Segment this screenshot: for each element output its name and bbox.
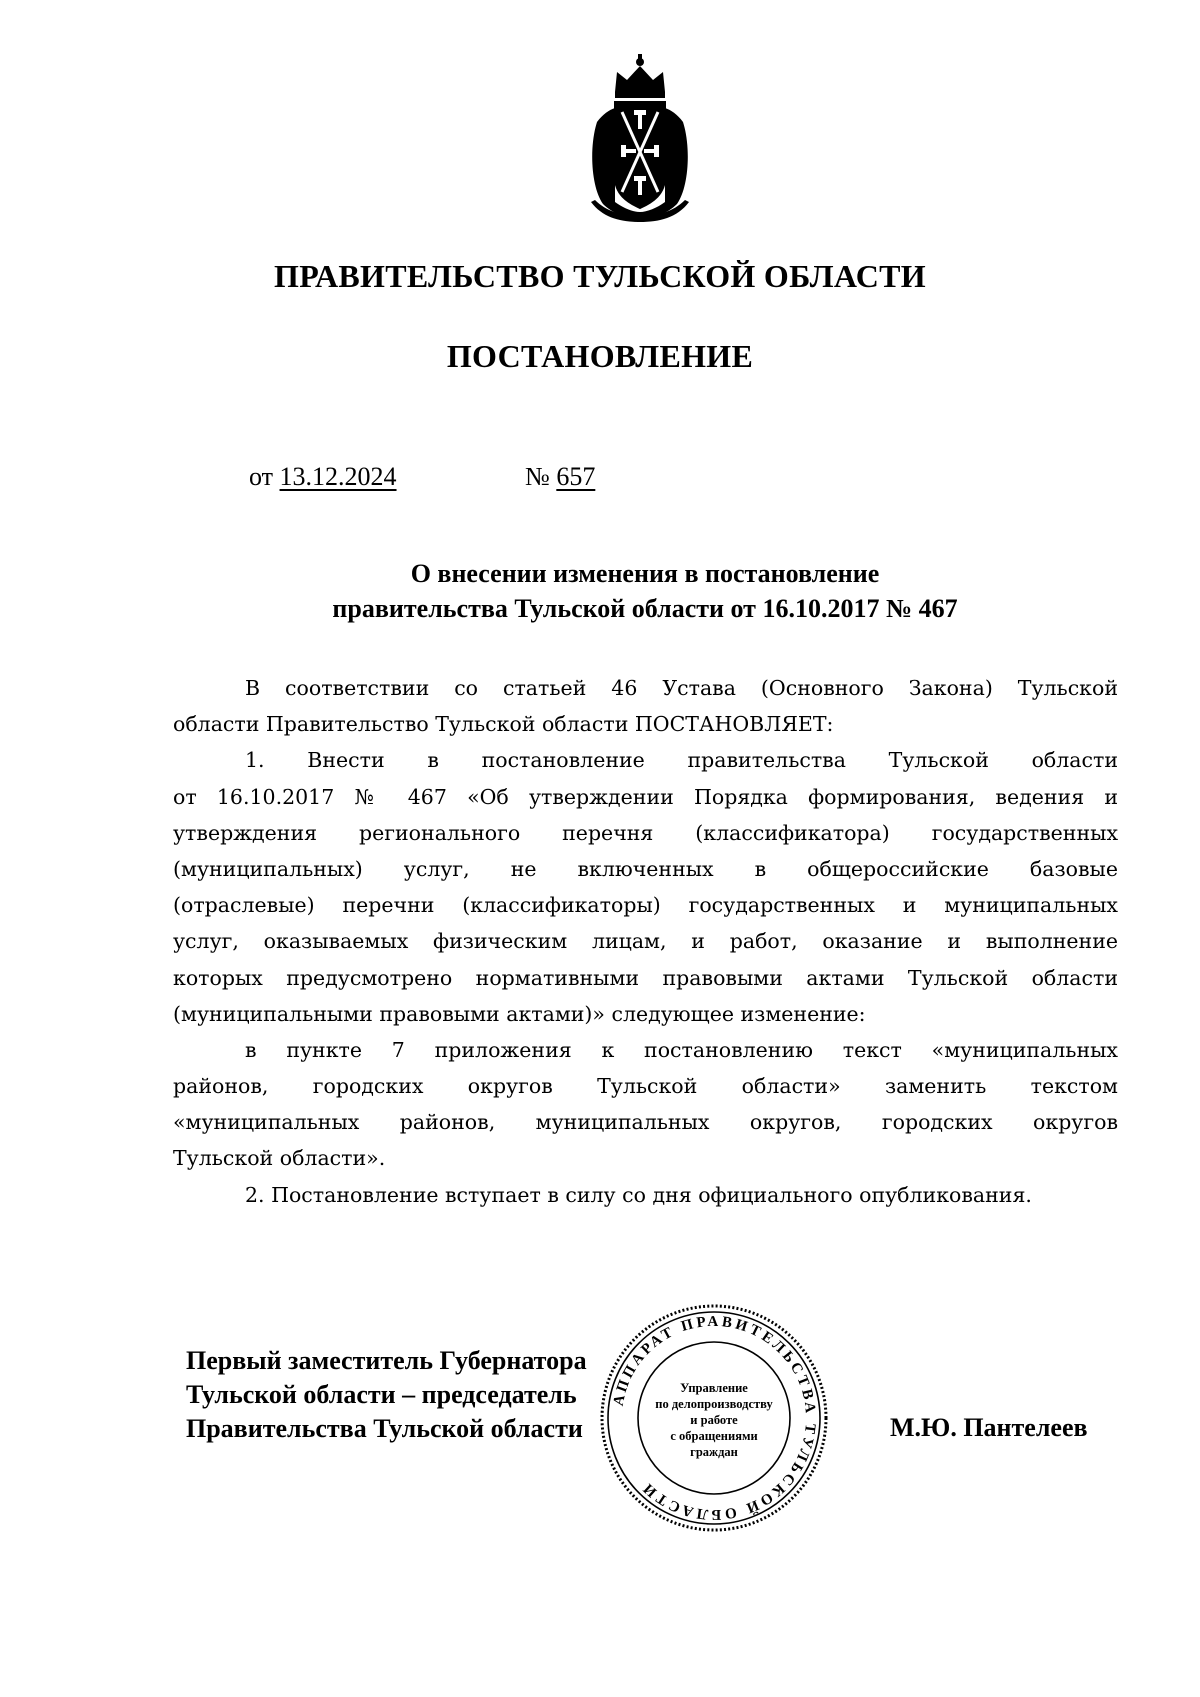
- document-body: [173, 670, 1118, 1213]
- stamp-inner-text: [642, 1380, 786, 1460]
- position-line: Тульской области – председатель: [186, 1380, 577, 1409]
- body-line: В соответствии со статьей 46 Устава (Основного Закона) Тульской: [245, 676, 1118, 700]
- signatory-position: [186, 1344, 587, 1446]
- date-prefix: от: [249, 462, 274, 491]
- body-line: (отраслевые) перечни (классификаторы) государственных и муниципальных: [173, 893, 1118, 918]
- stamp-line: с обращениями: [670, 1429, 758, 1443]
- stamp-line: Управление: [680, 1381, 748, 1395]
- body-line: области Правительство Тульской области ПОСТАНОВЛЯЕТ:: [173, 712, 834, 737]
- body-line: 1. Внести в постановление правительства Тульской области: [245, 748, 1118, 773]
- position-line: Первый заместитель Губернатора: [186, 1346, 587, 1375]
- body-line: (муниципальными правовыми актами)» следующее изменение:: [173, 1001, 866, 1026]
- signatory-name: М.Ю. Пантелеев: [890, 1413, 1088, 1442]
- body-line: районов, городских округов Тульской области» заменить текстом: [173, 1074, 1118, 1099]
- stamp-line: и работе: [690, 1413, 738, 1427]
- government-title: ПРАВИТЕЛЬСТВО ТУЛЬСКОЙ ОБЛАСТИ: [274, 258, 926, 294]
- document-date: [249, 462, 397, 492]
- body-line: услуг, оказываемых физическим лицам, и работ, оказание и выполнение: [173, 929, 1118, 954]
- body-line: (муниципальных) услуг, не включенных в общероссийские базовые: [173, 856, 1118, 881]
- body-line: утверждения регионального перечня (классификатора) государственных: [173, 820, 1118, 845]
- body-line: от 16.10.2017 № 467 «Об утверждении Порядка формирования, ведения и: [173, 784, 1118, 809]
- stamp-line: граждан: [690, 1445, 738, 1459]
- number-value: 657: [556, 462, 596, 491]
- subject-line: правительства Тульской области от 16.10.2017 № 467: [332, 594, 958, 623]
- date-value: 13.12.2024: [279, 462, 397, 491]
- document-number: [525, 462, 595, 492]
- body-line: которых предусмотрено нормативными правовыми актами Тульской области: [173, 965, 1118, 990]
- body-line: в пункте 7 приложения к постановлению текст «муниципальных: [245, 1037, 1118, 1062]
- subject-line: О внесении изменения в постановление: [410, 559, 880, 588]
- body-line: 2. Постановление вступает в силу со дня официального опубликования.: [245, 1182, 1032, 1207]
- tula-region-coat-of-arms-icon: [585, 52, 695, 222]
- body-line: Тульской области».: [173, 1146, 386, 1171]
- document-subject: [0, 556, 1200, 626]
- document-type: ПОСТАНОВЛЕНИЕ: [446, 338, 754, 374]
- position-line: Правительства Тульской области: [186, 1414, 583, 1443]
- stamp-ring-text: АППАРАТ ПРАВИТЕЛЬСТВА ТУЛЬСКОЙ ОБЛАСТИ: [610, 1313, 819, 1523]
- number-prefix: №: [525, 462, 550, 491]
- stamp-line: по делопроизводству: [655, 1397, 773, 1411]
- body-line: «муниципальных районов, муниципальных округов, городских округов: [173, 1110, 1118, 1135]
